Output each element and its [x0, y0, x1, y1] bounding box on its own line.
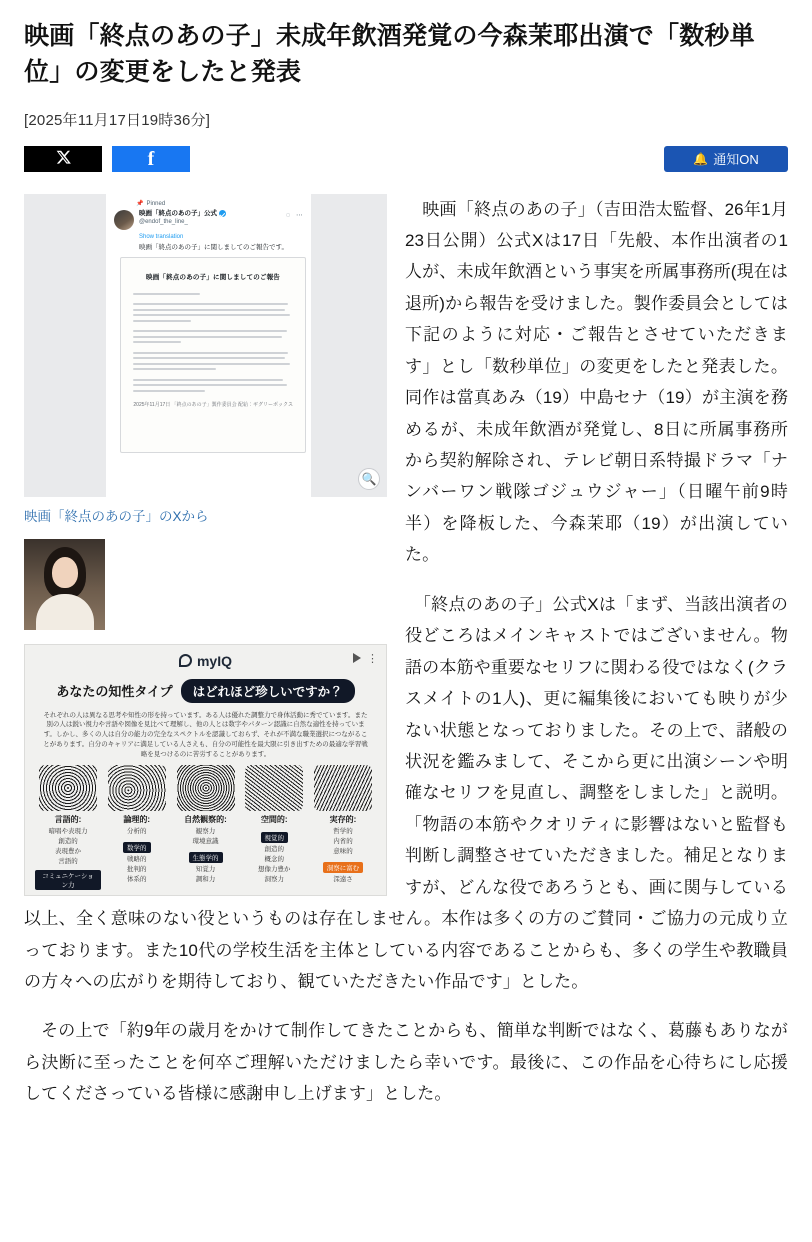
ad-type-title: 論理的: [123, 815, 151, 825]
ad-type-item: 意味的 [333, 848, 353, 856]
ad-type-cell [104, 765, 170, 891]
ad-type-item: 戦略的 [127, 856, 147, 864]
tweet-screenshot [24, 194, 387, 497]
statement-document-title: 映画「終点のあの子」に関しましてのご報告 [146, 274, 280, 282]
article-body [24, 194, 788, 1128]
doc-text-line [133, 384, 287, 386]
bell-icon: 🔔 [693, 151, 709, 166]
verified-badge-icon [219, 210, 226, 217]
ad-type-item: 批判的 [127, 866, 147, 874]
portrait-face [52, 557, 78, 588]
ad-type-item: 調和力 [195, 876, 216, 884]
ad-type-title: 言語的: [54, 815, 82, 825]
tweet-text: 映画「終点のあの子」に関しましてのご報告です。 [139, 243, 288, 251]
share-x-button[interactable] [24, 146, 102, 172]
ad-paragraph: それぞれの人は異なる思考や知性の形を持っています。ある人は優れた調整力で身体活動に秀でています。また別の人は鋭い視力や言語や図像を見比べて理解し、他の人とは数字やパターン認識に自然な適性を持っています。しかし、多くの人は自分の能力の完全なスペクトルを認識しておらず、それが不満な職業選択につながることがあります。自分のキャリアに満足している人さえも、自分の可能性を最大限に引き出すための最適な学習戦略を見つけるのに苦労することがあります。 [43, 711, 368, 758]
ad-type-cell [241, 765, 307, 891]
avatar [114, 210, 134, 230]
ad-type-cell [310, 765, 376, 891]
ad-type-item: 暗唱や表現力 [48, 828, 88, 836]
ad-type-item: 知覚力 [195, 866, 216, 874]
doc-text-line [133, 293, 200, 295]
doc-text-line [133, 303, 288, 305]
tweet-actions [286, 211, 303, 220]
pattern-icon [177, 765, 235, 811]
ad-type-tag: 視覚的 [261, 832, 289, 843]
ad-type-item: 創造的 [264, 846, 284, 854]
doc-text-line [133, 309, 285, 311]
doc-text-line [133, 336, 282, 338]
pinned-label-row [136, 200, 303, 208]
doc-text-line [133, 390, 205, 392]
pattern-icon [245, 765, 303, 811]
statement-document-image[interactable] [120, 257, 306, 453]
pattern-icon [39, 765, 97, 811]
ad-type-item: 観察力 [195, 828, 216, 836]
article-timestamp: [2025年11月17日19時36分] [24, 111, 211, 129]
article-paragraph: 「終点のあの子」公式Xは「まず、当該出演者の役どころはメインキャストではございません。物語の本筋や重要なセリフに関わる役ではなく(クラスメイトの1人)、更に編集後においても映りが少ない状態となっておりました。その上で、諸般の状況を鑑みまして、そこから更に出演シーンや明確なセリフを見直し、調整をしました」と説明。「物語の本筋やクオリティに影響はないと監督も判断し調整させていただきました。補足となりますが、どんな役であろうとも、画に関与している以上、全く意味のない役というものは存在しません。本作は多くの方のご賛同・ご協力の元成り立っております。また10代の学校生活を主体としている内容であることからも、多くの学生や教職員の方々への広がりを期待しており、観ていただきたい作品です」とした。 [24, 594, 788, 991]
ad-type-cell [173, 765, 239, 891]
ad-brand-row [25, 645, 386, 669]
ad-type-item: 体系的 [127, 876, 147, 884]
ad-type-item: 表現豊か [55, 848, 81, 856]
ad-type-tag: 洞察に富む [323, 862, 364, 873]
ad-type-grid [25, 759, 386, 891]
more-options-icon[interactable]: ⋯ [296, 211, 303, 219]
ad-type-item: 創造的 [58, 838, 78, 846]
doc-text-line [133, 357, 285, 359]
ad-lead-text: あなたの知性タイプ [56, 684, 173, 699]
ad-type-tag: コミュニケーション力 [35, 870, 101, 890]
article-paragraph: その上で「約9年の歳月をかけて制作してきたことからも、簡単な判断ではなく、葛藤もありながら決断に至ったことを何卒ご理解いただけましたら幸いです。最後に、この作品を心待ちにし応援してくださっている皆様に感謝申し上げます」とした。 [24, 1021, 788, 1104]
ad-corner-controls[interactable] [353, 652, 378, 665]
ad-type-item: 深遠さ [333, 876, 353, 884]
ad-type-tag: 生態学的 [189, 852, 223, 863]
ad-type-title: 実存的: [329, 815, 357, 825]
grok-icon[interactable]: ◌ [285, 211, 290, 219]
doc-text-line [133, 314, 290, 316]
ad-type-item: 環境意識 [192, 838, 219, 846]
doc-text-line [133, 320, 191, 322]
tweet-account-name-row [139, 210, 226, 219]
page-title: 映画「終点のあの子」未成年飲酒発覚の今森茉耶出演で「数秒単位」の変更をしたと発表 [24, 22, 755, 87]
doc-text-line [133, 341, 181, 343]
ad-type-tag: 数学的 [123, 842, 151, 853]
article-paragraph: 映画「終点のあの子」（吉田浩太監督、26年1月23日公開）公式Xは17日「先般、本作出演者の1人が、未成年飲酒という事実を所属事務所(現在は退所)から報告を受けました。製作委員会としては下記のように対応・ご報告とさせていただきます」とし「数秒単位」の変更をしたと発表した。同作は當真あみ（19）中島セナ（19）が主演を務めるが、未成年飲酒が発覚し、8日に所属事務所から契約解除され、テレビ朝日系特撮ドラマ「ナンバーワン戦隊ゴジュウジャー」（日曜午前9時半）を降板した、今森茉耶（19）が出演していた。 [405, 199, 788, 565]
notification-toggle-button[interactable] [664, 146, 788, 172]
tweet-card [106, 194, 311, 497]
image-caption[interactable]: 映画「終点のあの子」のXから [24, 508, 209, 524]
ad-headline-row [25, 679, 386, 703]
x-icon [56, 150, 71, 168]
show-translation-link[interactable]: Show translation [139, 233, 184, 240]
ad-type-item: 言語的 [58, 858, 78, 866]
ad-type-item: 哲学的 [333, 828, 353, 836]
ad-type-title: 空間的: [260, 815, 288, 825]
notification-label: 通知ON [713, 152, 759, 167]
doc-text-line [133, 363, 290, 365]
doc-text-line [133, 330, 287, 332]
ad-type-title: 自然観察的: [184, 815, 227, 825]
magnifier-icon[interactable]: 🔍 [358, 468, 380, 490]
ad-type-item: 洞察力 [264, 876, 284, 884]
ad-brand-name: myIQ [196, 652, 232, 669]
pattern-icon [108, 765, 166, 811]
ad-type-item: 内省的 [333, 838, 353, 846]
portrait-photo [24, 539, 105, 630]
doc-text-line [133, 352, 288, 354]
share-facebook-button[interactable] [112, 146, 190, 172]
tweet-header [114, 210, 303, 230]
doc-text-line [133, 379, 283, 381]
ad-type-item: 想像力豊か [258, 866, 291, 874]
ad-type-item: 概念的 [264, 856, 284, 864]
pattern-icon [314, 765, 372, 811]
ad-type-item: 分析的 [127, 828, 147, 836]
facebook-icon: f [147, 147, 155, 170]
pin-icon: 📌 [136, 200, 144, 207]
advertisement-myiq[interactable] [24, 644, 387, 896]
tweet-account-name: 映画「終点のあの子」公式 [139, 209, 217, 217]
media-column [24, 194, 387, 896]
play-triangle-icon[interactable] [353, 653, 361, 663]
kebab-menu-icon[interactable]: ⋮ [367, 652, 378, 665]
ad-type-cell [35, 765, 101, 891]
pinned-label: Pinned [146, 200, 166, 207]
myiq-logo-icon [179, 654, 192, 667]
doc-text-line [133, 368, 216, 370]
ad-pill-text: はどれほど珍しいですか？ [181, 679, 355, 703]
statement-document-signature: 2025年11月17日 「終点のあの子」製作委員会 配給：ギグリーボックス [133, 401, 293, 408]
share-toolbar [24, 146, 788, 172]
tweet-handle: @endof_the_line_ [139, 219, 188, 226]
